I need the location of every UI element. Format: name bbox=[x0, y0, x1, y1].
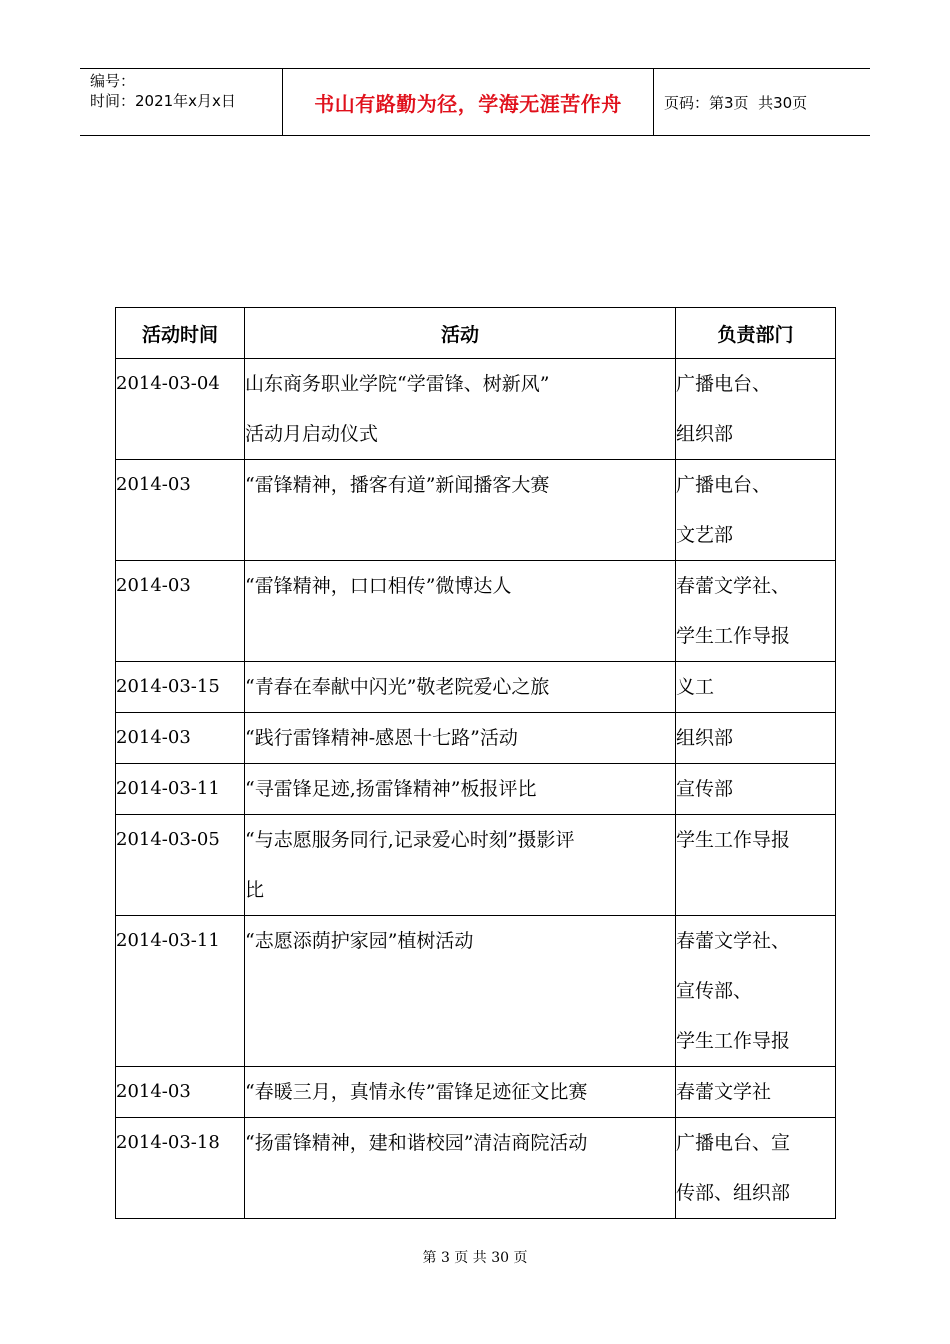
page-info-text: 页码：第3页 共30页 bbox=[664, 93, 808, 112]
activity-text-line: 活动月启动仪式 bbox=[245, 423, 379, 445]
cell-date: 2014-03 bbox=[116, 1067, 245, 1118]
cell-activity bbox=[245, 713, 676, 764]
cell-activity bbox=[245, 1118, 676, 1219]
cell-date: 2014-03 bbox=[116, 713, 245, 764]
table-row bbox=[116, 662, 836, 713]
department-text-line: 广播电台、 bbox=[676, 373, 772, 395]
department-text-line: 春蕾文学社 bbox=[676, 1081, 772, 1103]
table-row bbox=[116, 815, 836, 916]
activity-text-line: “与志愿服务同行,记录爱心时刻”摄影评 bbox=[245, 829, 575, 851]
date-label: 时间：2021年x月x日 bbox=[90, 92, 236, 110]
cell-activity bbox=[245, 460, 676, 561]
cell-department bbox=[676, 916, 836, 1067]
cell-activity bbox=[245, 359, 676, 460]
department-text-line: 组织部 bbox=[676, 423, 734, 445]
table-row bbox=[116, 1118, 836, 1219]
activity-text-line: “志愿添荫护家园”植树活动 bbox=[245, 930, 474, 952]
column-header-time: 活动时间 bbox=[116, 308, 245, 359]
cell-activity bbox=[245, 1067, 676, 1118]
department-text-line: 学生工作导报 bbox=[676, 625, 791, 647]
cell-department bbox=[676, 1067, 836, 1118]
cell-activity bbox=[245, 815, 676, 916]
table-row bbox=[116, 713, 836, 764]
page-footer: 第 3 页 共 30 页 bbox=[422, 1250, 528, 1266]
table-header-row bbox=[116, 308, 836, 359]
table-body bbox=[116, 359, 836, 1219]
activity-text-line: “寻雷锋足迹,扬雷锋精神”板报评比 bbox=[245, 778, 537, 800]
header-motto: 书山有路勤为径，学海无涯苦作舟 bbox=[282, 69, 654, 135]
cell-date: 2014-03 bbox=[116, 561, 245, 662]
document-header bbox=[80, 68, 870, 136]
department-text-line: 春蕾文学社、 bbox=[676, 575, 791, 597]
department-text-line: 学生工作导报 bbox=[676, 1030, 791, 1052]
cell-activity bbox=[245, 764, 676, 815]
header-page-info bbox=[654, 69, 870, 135]
table-row bbox=[116, 764, 836, 815]
activity-text-line: “扬雷锋精神，建和谐校园”清洁商院活动 bbox=[245, 1132, 588, 1154]
activity-text-line: “雷锋精神，播客有道”新闻播客大赛 bbox=[245, 474, 550, 496]
department-text-line: 文艺部 bbox=[676, 524, 734, 546]
cell-department bbox=[676, 460, 836, 561]
table-row bbox=[116, 460, 836, 561]
cell-department bbox=[676, 1118, 836, 1219]
cell-activity bbox=[245, 662, 676, 713]
cell-department bbox=[676, 561, 836, 662]
department-text-line: 组织部 bbox=[676, 727, 734, 749]
column-header-activity: 活动 bbox=[245, 308, 676, 359]
activity-text-line: “践行雷锋精神-感恩十七路”活动 bbox=[245, 727, 518, 749]
activity-text-line: “青春在奉献中闪光”敬老院爱心之旅 bbox=[245, 676, 550, 698]
activity-text-line: “春暖三月，真情永传”雷锋足迹征文比赛 bbox=[245, 1081, 588, 1103]
cell-date: 2014-03-15 bbox=[116, 662, 245, 713]
cell-date: 2014-03 bbox=[116, 460, 245, 561]
activity-text-line: “雷锋精神，口口相传”微博达人 bbox=[245, 575, 512, 597]
department-text-line: 广播电台、 bbox=[676, 474, 772, 496]
number-label: 编号： bbox=[90, 72, 136, 90]
cell-department bbox=[676, 359, 836, 460]
department-text-line: 义工 bbox=[676, 676, 715, 698]
cell-date: 2014-03-11 bbox=[116, 916, 245, 1067]
cell-date: 2014-03-11 bbox=[116, 764, 245, 815]
department-text-line: 学生工作导报 bbox=[676, 829, 791, 851]
cell-department bbox=[676, 764, 836, 815]
column-header-department: 负责部门 bbox=[676, 308, 836, 359]
cell-activity bbox=[245, 561, 676, 662]
activity-text-line: 山东商务职业学院“学雷锋、树新风” bbox=[245, 373, 550, 395]
table-row bbox=[116, 359, 836, 460]
activity-text-line: 比 bbox=[245, 879, 265, 901]
cell-department bbox=[676, 815, 836, 916]
department-text-line: 春蕾文学社、 bbox=[676, 930, 791, 952]
cell-date: 2014-03-18 bbox=[116, 1118, 245, 1219]
cell-department bbox=[676, 713, 836, 764]
department-text-line: 宣传部 bbox=[676, 778, 734, 800]
cell-activity bbox=[245, 916, 676, 1067]
department-text-line: 传部、组织部 bbox=[676, 1182, 791, 1204]
department-text-line: 广播电台、宣 bbox=[676, 1132, 791, 1154]
cell-date: 2014-03-04 bbox=[116, 359, 245, 460]
activity-schedule-table bbox=[115, 307, 836, 1219]
table-row bbox=[116, 1067, 836, 1118]
department-text-line: 宣传部、 bbox=[676, 980, 753, 1002]
table-row bbox=[116, 916, 836, 1067]
cell-date: 2014-03-05 bbox=[116, 815, 245, 916]
header-meta bbox=[80, 69, 282, 135]
cell-department bbox=[676, 662, 836, 713]
table-row bbox=[116, 561, 836, 662]
